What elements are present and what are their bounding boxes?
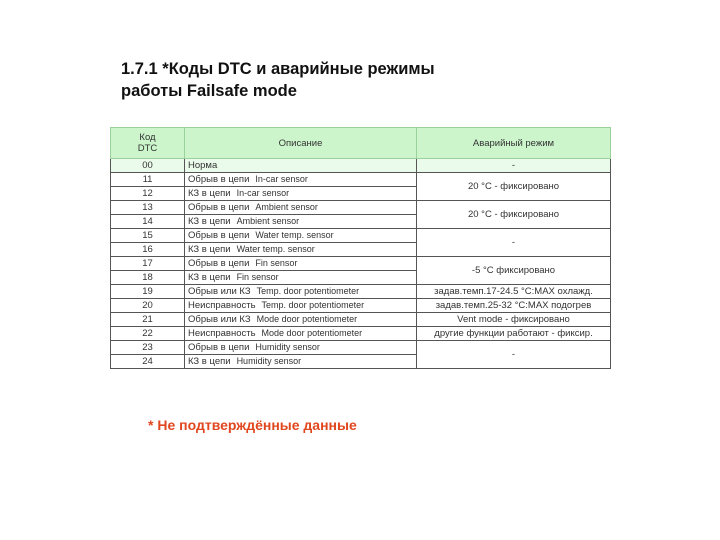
dtc-code: 14 <box>111 215 185 229</box>
slide-title-line1: 1.7.1 *Коды DTC и аварийные режимы <box>121 60 435 78</box>
failsafe-mode: - <box>417 341 611 369</box>
dtc-code: 15 <box>111 229 185 243</box>
table-row <box>111 229 611 243</box>
sensor-name: Humidity sensor <box>236 356 302 366</box>
failsafe-mode: 20 °C - фиксировано <box>417 201 611 229</box>
sensor-name: Ambient sensor <box>255 202 318 212</box>
sensor-name: Temp. door potentiometer <box>261 300 365 310</box>
failsafe-mode: -5 °C фиксировано <box>417 257 611 285</box>
dtc-code: 12 <box>111 187 185 201</box>
dtc-description: КЗ в цепи Fin sensor <box>185 271 417 285</box>
dtc-description: Обрыв в цепи Fin sensor <box>185 257 417 271</box>
table-row <box>111 173 611 187</box>
failsafe-mode: другие функции работают - фиксир. <box>417 327 611 341</box>
slide-title <box>121 58 541 102</box>
sensor-name: Water temp. sensor <box>255 230 334 240</box>
sensor-name: Temp. door potentiometer <box>256 286 360 296</box>
dtc-code: 17 <box>111 257 185 271</box>
dtc-description: Норма <box>185 159 417 173</box>
dtc-description: Обрыв или КЗ Mode door potentiometer <box>185 313 417 327</box>
dtc-code: 18 <box>111 271 185 285</box>
table-row <box>111 313 611 327</box>
unconfirmed-data-note: * Не подтверждённые данные <box>148 417 357 433</box>
dtc-code: 11 <box>111 173 185 187</box>
failsafe-mode: 20 °C - фиксировано <box>417 173 611 201</box>
failsafe-mode: Vent mode - фиксировано <box>417 313 611 327</box>
dtc-description: КЗ в цепи Ambient sensor <box>185 215 417 229</box>
sensor-name: In-car sensor <box>255 174 308 184</box>
slide-title-line2: работы Failsafe mode <box>121 82 297 100</box>
table-row <box>111 299 611 313</box>
dtc-table <box>110 127 611 369</box>
dtc-code: 00 <box>111 159 185 173</box>
dtc-description: КЗ в цепи In-car sensor <box>185 187 417 201</box>
dtc-code: 20 <box>111 299 185 313</box>
sensor-name: Fin sensor <box>255 258 298 268</box>
sensor-name: Mode door potentiometer <box>256 314 358 324</box>
failsafe-mode: задав.темп.17-24.5 °C:MAX охлажд. <box>417 285 611 299</box>
header-description: Описание <box>185 128 417 159</box>
table-row <box>111 201 611 215</box>
dtc-description: КЗ в цепи Humidity sensor <box>185 355 417 369</box>
dtc-description: Обрыв в цепи Humidity sensor <box>185 341 417 355</box>
table-row <box>111 341 611 355</box>
sensor-name: Fin sensor <box>236 272 279 282</box>
failsafe-mode: - <box>417 159 611 173</box>
dtc-code: 23 <box>111 341 185 355</box>
dtc-description: Неисправность Mode door potentiometer <box>185 327 417 341</box>
dtc-description: Обрыв в цепи Water temp. sensor <box>185 229 417 243</box>
sensor-name: Humidity sensor <box>255 342 320 352</box>
failsafe-mode: - <box>417 229 611 257</box>
dtc-code: 22 <box>111 327 185 341</box>
table-row <box>111 159 611 173</box>
header-code: Код DTC <box>111 128 185 159</box>
dtc-description: Обрыв в цепи Ambient sensor <box>185 201 417 215</box>
dtc-description: Обрыв в цепи In-car sensor <box>185 173 417 187</box>
dtc-code: 16 <box>111 243 185 257</box>
sensor-name: Ambient sensor <box>236 216 300 226</box>
dtc-code: 19 <box>111 285 185 299</box>
table-row <box>111 327 611 341</box>
dtc-code: 24 <box>111 355 185 369</box>
sensor-name: In-car sensor <box>236 188 290 198</box>
header-mode: Аварийный режим <box>417 128 611 159</box>
sensor-name: Water temp. sensor <box>236 244 315 254</box>
dtc-code: 21 <box>111 313 185 327</box>
table-header-row <box>111 128 611 159</box>
dtc-description: Обрыв или КЗ Temp. door potentiometer <box>185 285 417 299</box>
sensor-name: Mode door potentiometer <box>261 328 363 338</box>
dtc-description: КЗ в цепи Water temp. sensor <box>185 243 417 257</box>
table-row <box>111 257 611 271</box>
dtc-code: 13 <box>111 201 185 215</box>
table-row <box>111 285 611 299</box>
dtc-description: Неисправность Temp. door potentiometer <box>185 299 417 313</box>
failsafe-mode: задав.темп.25-32 °C:MAX подогрев <box>417 299 611 313</box>
